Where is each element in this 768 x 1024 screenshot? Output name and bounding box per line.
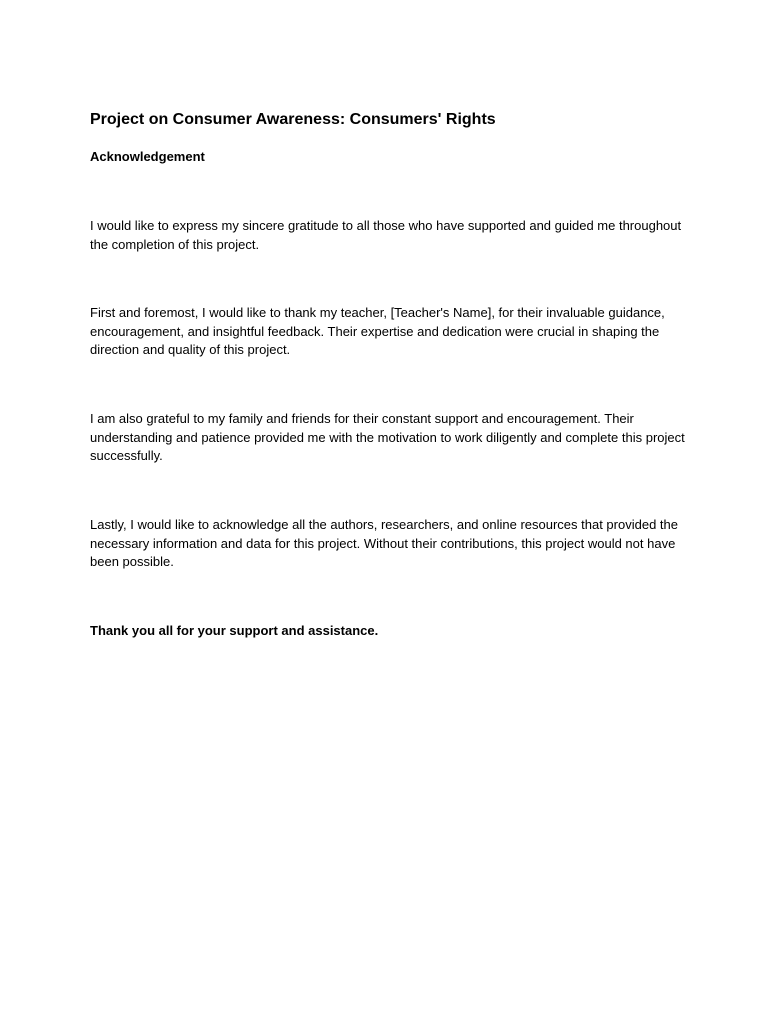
paragraph-teacher: First and foremost, I would like to thank my teacher, [Teacher's Name], for their invaluable guidance, encouragement, and insightful feedback. Their expertise and dedication were crucial in shaping the direction and quality of this project. (90, 305, 665, 358)
paragraph-gratitude: I would like to express my sincere gratitude to all those who have supported and guided me throughout the completion of this project. (90, 218, 682, 252)
section-heading-acknowledgement: Acknowledgement (90, 149, 205, 164)
closing-line: Thank you all for your support and assistance. (90, 623, 379, 638)
document-title: Project on Consumer Awareness: Consumers' Rights (90, 111, 496, 128)
paragraph-resources: Lastly, I would like to acknowledge all the authors, researchers, and online resources that provided the necessary information and data for this project. Without their contributions, this project would not have been possible. (90, 517, 678, 570)
paragraph-family-friends: I am also grateful to my family and friends for their constant support and encouragement. Their understanding and patience provided me with the motivation to work diligently and complete this project successfully. (90, 411, 685, 464)
